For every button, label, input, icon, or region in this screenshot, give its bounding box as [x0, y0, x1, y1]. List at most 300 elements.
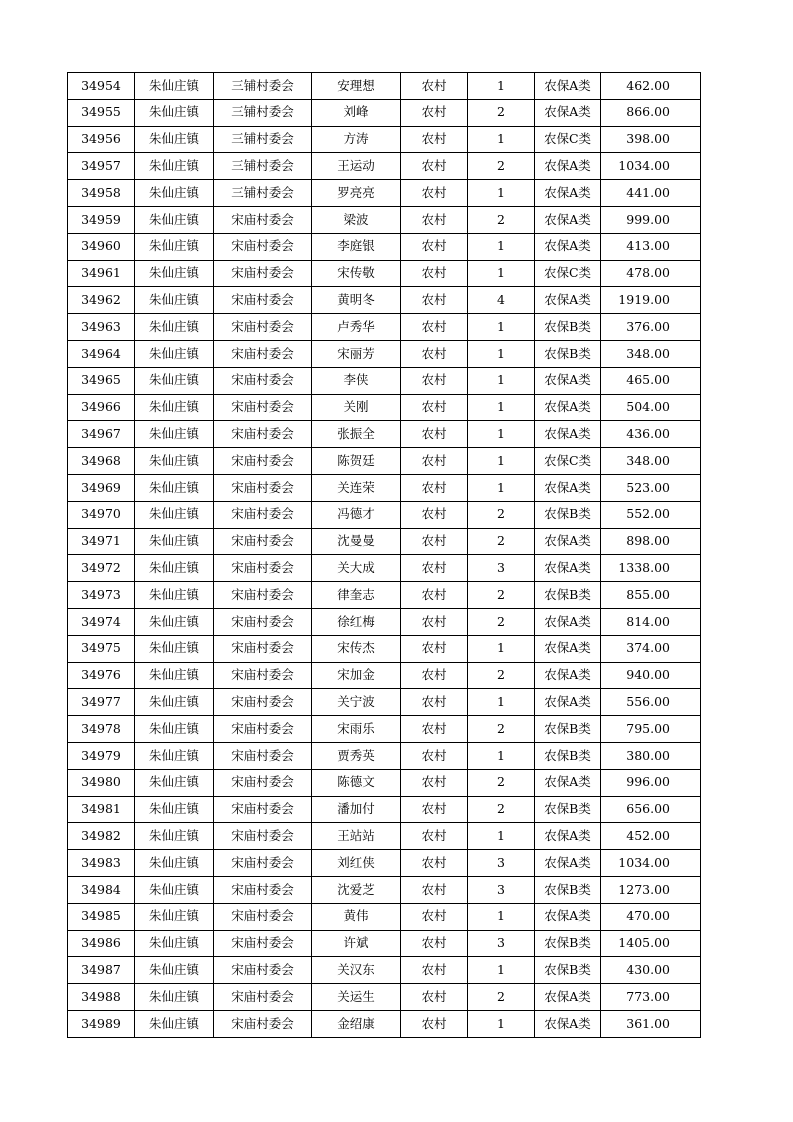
amount-cell: 1034.00	[601, 153, 701, 180]
insurance-class-cell: 农保A类	[535, 153, 601, 180]
insurance-class-cell: 农保A类	[535, 689, 601, 716]
insurance-class-cell: 农保A类	[535, 180, 601, 207]
village-committee-cell: 三铺村委会	[214, 153, 312, 180]
household-size-cell: 1	[468, 73, 535, 100]
household-size-cell: 1	[468, 957, 535, 984]
insurance-class-cell: 农保A类	[535, 769, 601, 796]
person-name-cell: 李侠	[312, 367, 401, 394]
record-id-cell: 34973	[68, 582, 135, 609]
household-type-cell: 农村	[401, 206, 468, 233]
insurance-class-cell: 农保A类	[535, 850, 601, 877]
village-committee-cell: 三铺村委会	[214, 126, 312, 153]
household-size-cell: 2	[468, 99, 535, 126]
household-type-cell: 农村	[401, 180, 468, 207]
village-committee-cell: 宋庙村委会	[214, 314, 312, 341]
amount-cell: 940.00	[601, 662, 701, 689]
person-name-cell: 卢秀华	[312, 314, 401, 341]
village-committee-cell: 宋庙村委会	[214, 367, 312, 394]
household-type-cell: 农村	[401, 555, 468, 582]
record-id-cell: 34960	[68, 233, 135, 260]
record-id-cell: 34967	[68, 421, 135, 448]
household-type-cell: 农村	[401, 608, 468, 635]
amount-cell: 504.00	[601, 394, 701, 421]
table-row	[68, 1010, 701, 1037]
household-type-cell: 农村	[401, 796, 468, 823]
insurance-class-cell: 农保A类	[535, 608, 601, 635]
village-committee-cell: 宋庙村委会	[214, 850, 312, 877]
record-id-cell: 34972	[68, 555, 135, 582]
record-id-cell: 34954	[68, 73, 135, 100]
person-name-cell: 梁波	[312, 206, 401, 233]
town-cell: 朱仙庄镇	[135, 99, 214, 126]
insurance-class-cell: 农保A类	[535, 823, 601, 850]
town-cell: 朱仙庄镇	[135, 73, 214, 100]
village-committee-cell: 宋庙村委会	[214, 903, 312, 930]
person-name-cell: 宋传杰	[312, 635, 401, 662]
record-id-cell: 34989	[68, 1010, 135, 1037]
amount-cell: 866.00	[601, 99, 701, 126]
town-cell: 朱仙庄镇	[135, 528, 214, 555]
person-name-cell: 沈曼曼	[312, 528, 401, 555]
insurance-class-cell: 农保C类	[535, 448, 601, 475]
household-type-cell: 农村	[401, 582, 468, 609]
household-type-cell: 农村	[401, 850, 468, 877]
person-name-cell: 陈贺廷	[312, 448, 401, 475]
household-size-cell: 2	[468, 796, 535, 823]
record-id-cell: 34957	[68, 153, 135, 180]
insurance-class-cell: 农保B类	[535, 314, 601, 341]
person-name-cell: 安理想	[312, 73, 401, 100]
household-type-cell: 农村	[401, 876, 468, 903]
insurance-class-cell: 农保A类	[535, 1010, 601, 1037]
household-size-cell: 1	[468, 126, 535, 153]
insurance-class-cell: 农保A类	[535, 662, 601, 689]
table-row	[68, 394, 701, 421]
town-cell: 朱仙庄镇	[135, 474, 214, 501]
amount-cell: 436.00	[601, 421, 701, 448]
person-name-cell: 宋雨乐	[312, 716, 401, 743]
village-committee-cell: 宋庙村委会	[214, 1010, 312, 1037]
table-row	[68, 448, 701, 475]
amount-cell: 996.00	[601, 769, 701, 796]
village-committee-cell: 宋庙村委会	[214, 796, 312, 823]
insurance-class-cell: 农保C类	[535, 126, 601, 153]
amount-cell: 478.00	[601, 260, 701, 287]
record-id-cell: 34983	[68, 850, 135, 877]
household-size-cell: 2	[468, 528, 535, 555]
insurance-class-cell: 农保A类	[535, 394, 601, 421]
town-cell: 朱仙庄镇	[135, 260, 214, 287]
household-type-cell: 农村	[401, 930, 468, 957]
household-size-cell: 1	[468, 474, 535, 501]
table-row	[68, 314, 701, 341]
town-cell: 朱仙庄镇	[135, 448, 214, 475]
household-size-cell: 2	[468, 716, 535, 743]
household-size-cell: 1	[468, 340, 535, 367]
household-type-cell: 农村	[401, 716, 468, 743]
table-row	[68, 233, 701, 260]
insurance-class-cell: 农保B类	[535, 501, 601, 528]
household-size-cell: 3	[468, 876, 535, 903]
record-id-cell: 34958	[68, 180, 135, 207]
village-committee-cell: 宋庙村委会	[214, 769, 312, 796]
table-row	[68, 662, 701, 689]
table-row	[68, 930, 701, 957]
amount-cell: 1405.00	[601, 930, 701, 957]
amount-cell: 380.00	[601, 742, 701, 769]
household-size-cell: 1	[468, 394, 535, 421]
village-committee-cell: 宋庙村委会	[214, 742, 312, 769]
insurance-class-cell: 农保A类	[535, 367, 601, 394]
town-cell: 朱仙庄镇	[135, 206, 214, 233]
record-id-cell: 34981	[68, 796, 135, 823]
amount-cell: 1919.00	[601, 287, 701, 314]
record-id-cell: 34984	[68, 876, 135, 903]
household-size-cell: 1	[468, 903, 535, 930]
household-type-cell: 农村	[401, 233, 468, 260]
person-name-cell: 罗亮亮	[312, 180, 401, 207]
amount-cell: 462.00	[601, 73, 701, 100]
town-cell: 朱仙庄镇	[135, 153, 214, 180]
town-cell: 朱仙庄镇	[135, 233, 214, 260]
person-name-cell: 关刚	[312, 394, 401, 421]
insurance-class-cell: 农保B类	[535, 742, 601, 769]
record-id-cell: 34985	[68, 903, 135, 930]
amount-cell: 1273.00	[601, 876, 701, 903]
amount-cell: 523.00	[601, 474, 701, 501]
record-id-cell: 34980	[68, 769, 135, 796]
person-name-cell: 关汉东	[312, 957, 401, 984]
person-name-cell: 关大成	[312, 555, 401, 582]
person-name-cell: 金绍康	[312, 1010, 401, 1037]
household-type-cell: 农村	[401, 260, 468, 287]
insurance-class-cell: 农保B类	[535, 716, 601, 743]
village-committee-cell: 宋庙村委会	[214, 582, 312, 609]
household-size-cell: 2	[468, 769, 535, 796]
table-row	[68, 635, 701, 662]
table-row	[68, 876, 701, 903]
household-size-cell: 1	[468, 180, 535, 207]
record-id-cell: 34969	[68, 474, 135, 501]
insurance-class-cell: 农保A类	[535, 287, 601, 314]
table-row	[68, 716, 701, 743]
insurance-class-cell: 农保C类	[535, 260, 601, 287]
amount-cell: 441.00	[601, 180, 701, 207]
town-cell: 朱仙庄镇	[135, 876, 214, 903]
town-cell: 朱仙庄镇	[135, 421, 214, 448]
table-row	[68, 555, 701, 582]
village-committee-cell: 宋庙村委会	[214, 206, 312, 233]
person-name-cell: 宋加金	[312, 662, 401, 689]
household-type-cell: 农村	[401, 903, 468, 930]
person-name-cell: 沈爱芝	[312, 876, 401, 903]
insurance-class-cell: 农保A类	[535, 73, 601, 100]
amount-cell: 348.00	[601, 448, 701, 475]
table-row	[68, 501, 701, 528]
household-size-cell: 1	[468, 421, 535, 448]
town-cell: 朱仙庄镇	[135, 850, 214, 877]
household-size-cell: 3	[468, 555, 535, 582]
village-committee-cell: 宋庙村委会	[214, 287, 312, 314]
insurance-class-cell: 农保B类	[535, 796, 601, 823]
table-row	[68, 180, 701, 207]
record-id-cell: 34964	[68, 340, 135, 367]
record-id-cell: 34959	[68, 206, 135, 233]
household-type-cell: 农村	[401, 689, 468, 716]
village-committee-cell: 三铺村委会	[214, 99, 312, 126]
insurance-class-cell: 农保A类	[535, 474, 601, 501]
person-name-cell: 陈德文	[312, 769, 401, 796]
household-size-cell: 1	[468, 1010, 535, 1037]
town-cell: 朱仙庄镇	[135, 314, 214, 341]
table-row	[68, 823, 701, 850]
record-id-cell: 34962	[68, 287, 135, 314]
household-type-cell: 农村	[401, 662, 468, 689]
household-type-cell: 农村	[401, 501, 468, 528]
record-id-cell: 34986	[68, 930, 135, 957]
record-id-cell: 34978	[68, 716, 135, 743]
household-size-cell: 2	[468, 984, 535, 1011]
household-size-cell: 1	[468, 367, 535, 394]
table-row	[68, 582, 701, 609]
household-size-cell: 1	[468, 260, 535, 287]
insurance-class-cell: 农保A类	[535, 555, 601, 582]
records-table	[67, 72, 701, 1038]
household-size-cell: 1	[468, 448, 535, 475]
amount-cell: 398.00	[601, 126, 701, 153]
village-committee-cell: 宋庙村委会	[214, 233, 312, 260]
record-id-cell: 34982	[68, 823, 135, 850]
village-committee-cell: 宋庙村委会	[214, 876, 312, 903]
person-name-cell: 贾秀英	[312, 742, 401, 769]
household-size-cell: 2	[468, 582, 535, 609]
household-size-cell: 2	[468, 153, 535, 180]
table-row	[68, 957, 701, 984]
town-cell: 朱仙庄镇	[135, 180, 214, 207]
town-cell: 朱仙庄镇	[135, 903, 214, 930]
amount-cell: 1338.00	[601, 555, 701, 582]
table-row	[68, 984, 701, 1011]
person-name-cell: 黄明冬	[312, 287, 401, 314]
insurance-class-cell: 农保A类	[535, 421, 601, 448]
record-id-cell: 34966	[68, 394, 135, 421]
person-name-cell: 刘红侠	[312, 850, 401, 877]
town-cell: 朱仙庄镇	[135, 716, 214, 743]
village-committee-cell: 宋庙村委会	[214, 662, 312, 689]
village-committee-cell: 宋庙村委会	[214, 260, 312, 287]
village-committee-cell: 宋庙村委会	[214, 448, 312, 475]
insurance-class-cell: 农保A类	[535, 984, 601, 1011]
person-name-cell: 方涛	[312, 126, 401, 153]
village-committee-cell: 宋庙村委会	[214, 930, 312, 957]
amount-cell: 898.00	[601, 528, 701, 555]
village-committee-cell: 宋庙村委会	[214, 823, 312, 850]
table-row	[68, 340, 701, 367]
table-row	[68, 153, 701, 180]
person-name-cell: 关运生	[312, 984, 401, 1011]
person-name-cell: 关连荣	[312, 474, 401, 501]
amount-cell: 465.00	[601, 367, 701, 394]
record-id-cell: 34961	[68, 260, 135, 287]
town-cell: 朱仙庄镇	[135, 555, 214, 582]
town-cell: 朱仙庄镇	[135, 984, 214, 1011]
household-size-cell: 2	[468, 662, 535, 689]
person-name-cell: 李庭银	[312, 233, 401, 260]
household-size-cell: 2	[468, 608, 535, 635]
town-cell: 朱仙庄镇	[135, 582, 214, 609]
amount-cell: 1034.00	[601, 850, 701, 877]
town-cell: 朱仙庄镇	[135, 930, 214, 957]
insurance-class-cell: 农保A类	[535, 635, 601, 662]
household-size-cell: 2	[468, 501, 535, 528]
household-size-cell: 1	[468, 689, 535, 716]
household-size-cell: 4	[468, 287, 535, 314]
person-name-cell: 宋丽芳	[312, 340, 401, 367]
amount-cell: 773.00	[601, 984, 701, 1011]
table-row	[68, 421, 701, 448]
town-cell: 朱仙庄镇	[135, 340, 214, 367]
village-committee-cell: 宋庙村委会	[214, 716, 312, 743]
amount-cell: 374.00	[601, 635, 701, 662]
record-id-cell: 34956	[68, 126, 135, 153]
person-name-cell: 张振全	[312, 421, 401, 448]
village-committee-cell: 宋庙村委会	[214, 501, 312, 528]
household-type-cell: 农村	[401, 126, 468, 153]
table-row	[68, 287, 701, 314]
amount-cell: 413.00	[601, 233, 701, 260]
table-row	[68, 260, 701, 287]
household-type-cell: 农村	[401, 153, 468, 180]
town-cell: 朱仙庄镇	[135, 501, 214, 528]
amount-cell: 376.00	[601, 314, 701, 341]
insurance-class-cell: 农保B类	[535, 957, 601, 984]
insurance-class-cell: 农保A类	[535, 206, 601, 233]
person-name-cell: 王站站	[312, 823, 401, 850]
household-size-cell: 3	[468, 850, 535, 877]
town-cell: 朱仙庄镇	[135, 689, 214, 716]
amount-cell: 452.00	[601, 823, 701, 850]
household-type-cell: 农村	[401, 635, 468, 662]
person-name-cell: 关宁波	[312, 689, 401, 716]
village-committee-cell: 宋庙村委会	[214, 340, 312, 367]
table-row	[68, 903, 701, 930]
amount-cell: 430.00	[601, 957, 701, 984]
record-id-cell: 34963	[68, 314, 135, 341]
town-cell: 朱仙庄镇	[135, 608, 214, 635]
town-cell: 朱仙庄镇	[135, 823, 214, 850]
table-row	[68, 742, 701, 769]
amount-cell: 855.00	[601, 582, 701, 609]
person-name-cell: 律奎志	[312, 582, 401, 609]
household-type-cell: 农村	[401, 314, 468, 341]
insurance-class-cell: 农保A类	[535, 903, 601, 930]
household-type-cell: 农村	[401, 73, 468, 100]
table-row	[68, 528, 701, 555]
household-size-cell: 1	[468, 823, 535, 850]
table-row	[68, 99, 701, 126]
village-committee-cell: 宋庙村委会	[214, 635, 312, 662]
town-cell: 朱仙庄镇	[135, 662, 214, 689]
insurance-class-cell: 农保A类	[535, 233, 601, 260]
village-committee-cell: 宋庙村委会	[214, 528, 312, 555]
amount-cell: 470.00	[601, 903, 701, 930]
person-name-cell: 徐红梅	[312, 608, 401, 635]
town-cell: 朱仙庄镇	[135, 367, 214, 394]
insurance-class-cell: 农保B类	[535, 930, 601, 957]
household-type-cell: 农村	[401, 474, 468, 501]
amount-cell: 552.00	[601, 501, 701, 528]
town-cell: 朱仙庄镇	[135, 635, 214, 662]
household-type-cell: 农村	[401, 340, 468, 367]
table-body	[68, 73, 701, 1038]
table-row	[68, 367, 701, 394]
record-id-cell: 34970	[68, 501, 135, 528]
village-committee-cell: 宋庙村委会	[214, 421, 312, 448]
amount-cell: 795.00	[601, 716, 701, 743]
village-committee-cell: 宋庙村委会	[214, 474, 312, 501]
table-row	[68, 850, 701, 877]
village-committee-cell: 三铺村委会	[214, 73, 312, 100]
amount-cell: 999.00	[601, 206, 701, 233]
person-name-cell: 刘峰	[312, 99, 401, 126]
town-cell: 朱仙庄镇	[135, 957, 214, 984]
household-type-cell: 农村	[401, 823, 468, 850]
amount-cell: 656.00	[601, 796, 701, 823]
table-row	[68, 608, 701, 635]
person-name-cell: 潘加付	[312, 796, 401, 823]
insurance-class-cell: 农保B类	[535, 340, 601, 367]
household-size-cell: 1	[468, 233, 535, 260]
village-committee-cell: 三铺村委会	[214, 180, 312, 207]
record-id-cell: 34955	[68, 99, 135, 126]
household-type-cell: 农村	[401, 528, 468, 555]
record-id-cell: 34988	[68, 984, 135, 1011]
village-committee-cell: 宋庙村委会	[214, 984, 312, 1011]
table-row	[68, 769, 701, 796]
household-type-cell: 农村	[401, 367, 468, 394]
record-id-cell: 34965	[68, 367, 135, 394]
person-name-cell: 黄伟	[312, 903, 401, 930]
town-cell: 朱仙庄镇	[135, 287, 214, 314]
town-cell: 朱仙庄镇	[135, 1010, 214, 1037]
town-cell: 朱仙庄镇	[135, 769, 214, 796]
table-row	[68, 73, 701, 100]
household-size-cell: 3	[468, 930, 535, 957]
person-name-cell: 冯德才	[312, 501, 401, 528]
town-cell: 朱仙庄镇	[135, 796, 214, 823]
household-type-cell: 农村	[401, 769, 468, 796]
household-type-cell: 农村	[401, 1010, 468, 1037]
household-type-cell: 农村	[401, 394, 468, 421]
amount-cell: 361.00	[601, 1010, 701, 1037]
person-name-cell: 宋传敬	[312, 260, 401, 287]
record-id-cell: 34975	[68, 635, 135, 662]
person-name-cell: 王运动	[312, 153, 401, 180]
amount-cell: 814.00	[601, 608, 701, 635]
village-committee-cell: 宋庙村委会	[214, 689, 312, 716]
record-id-cell: 34976	[68, 662, 135, 689]
town-cell: 朱仙庄镇	[135, 126, 214, 153]
village-committee-cell: 宋庙村委会	[214, 394, 312, 421]
person-name-cell: 许斌	[312, 930, 401, 957]
record-id-cell: 34987	[68, 957, 135, 984]
household-size-cell: 1	[468, 635, 535, 662]
insurance-class-cell: 农保B类	[535, 582, 601, 609]
record-id-cell: 34968	[68, 448, 135, 475]
record-id-cell: 34977	[68, 689, 135, 716]
household-type-cell: 农村	[401, 984, 468, 1011]
village-committee-cell: 宋庙村委会	[214, 957, 312, 984]
